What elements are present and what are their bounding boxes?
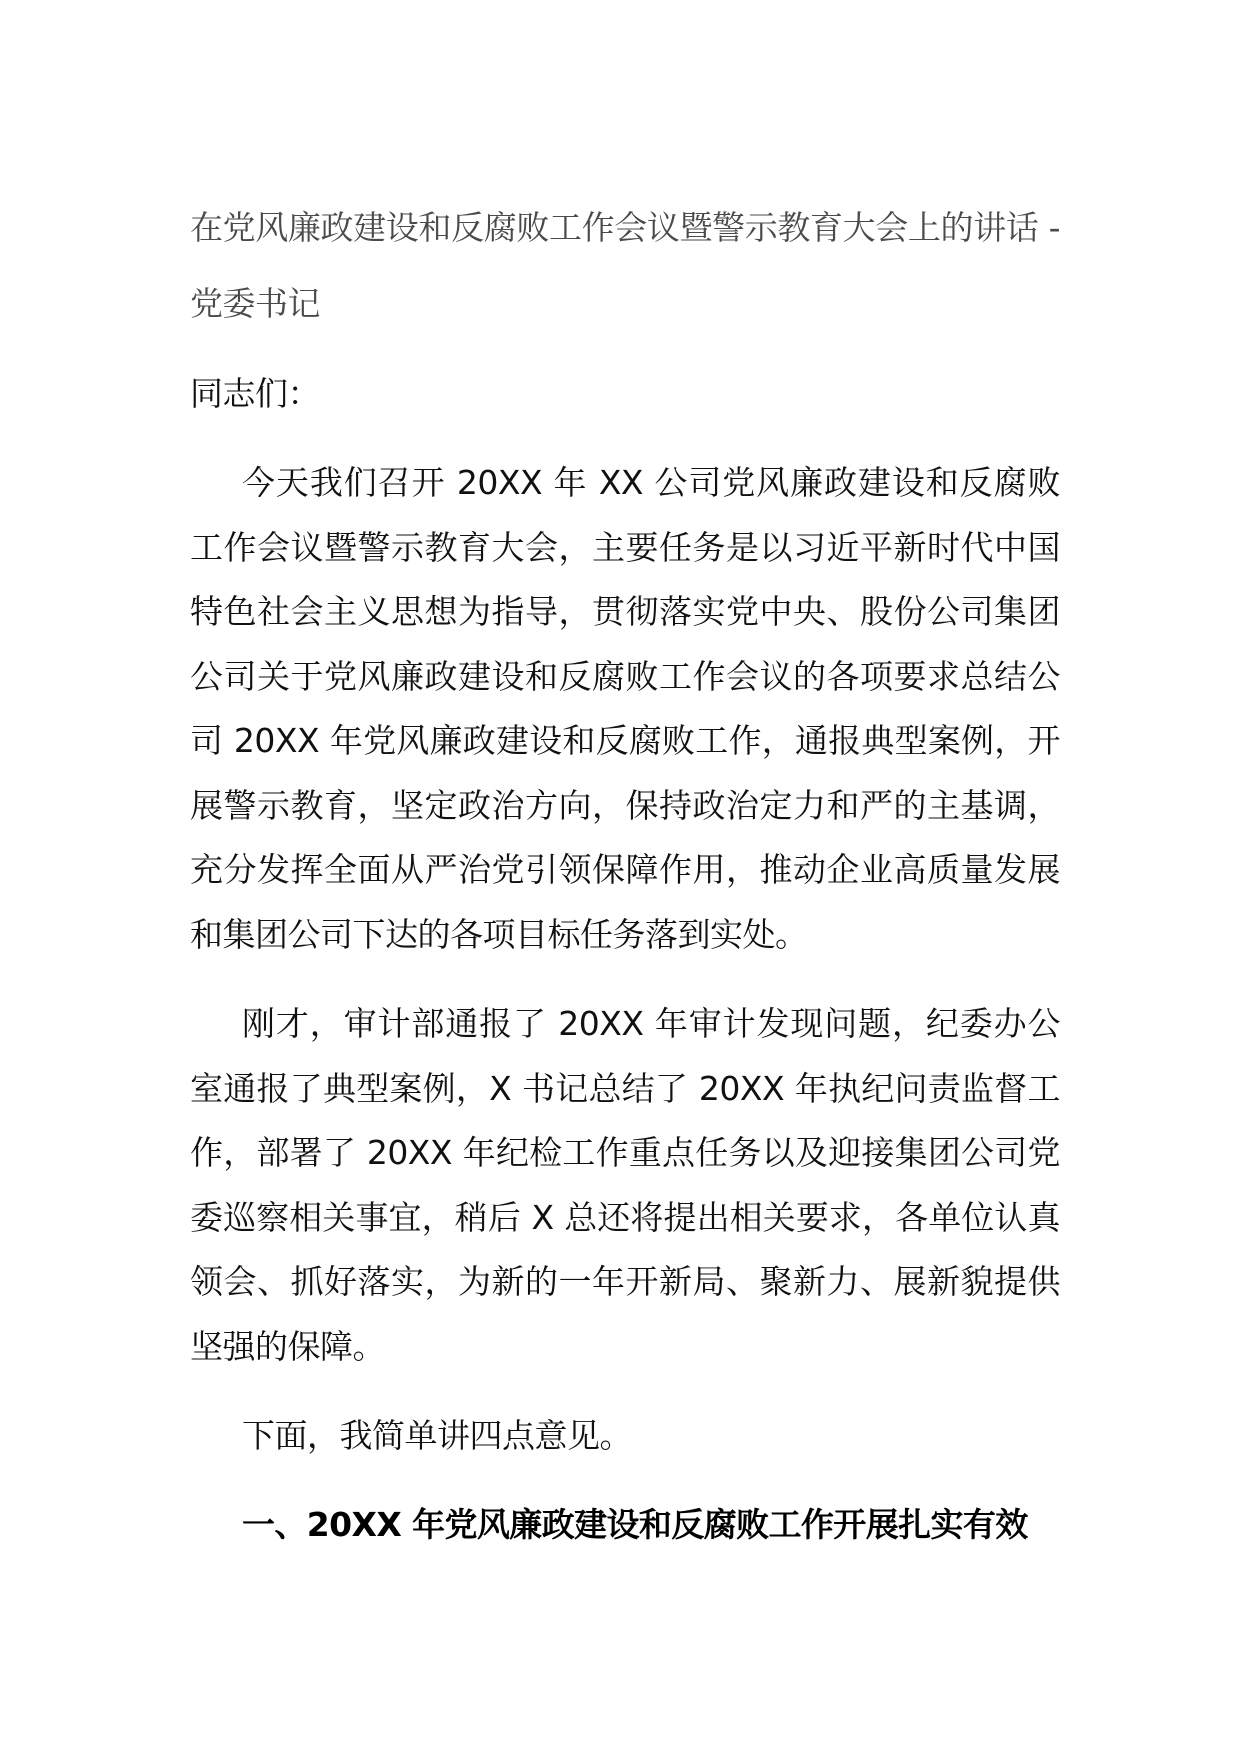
salutation: 同志们： bbox=[190, 374, 320, 413]
paragraph-summary: 刚才，审计部通报了 20XX 年审计发现问题，纪委办公室通报了典型案例，X 书记总结了 20XX 年执纪问责监督工作，部署了 20XX 年纪检工作重点任务以及迎接集团公司党委巡察相关事宜，稍后 X 总还将提出相关要求，各单位认真领会、抓好落实，为新的一年开新局、聚新力、展新貌提供坚强的保障。 bbox=[190, 1004, 1060, 1366]
document-title: 在党风廉政建设和反腐败工作会议暨警示教育大会上的讲话 -党委书记 bbox=[190, 208, 1060, 323]
document-body bbox=[190, 190, 1060, 1557]
section-heading: 一、20XX 年党风廉政建设和反腐败工作开展扎实有效 bbox=[242, 1504, 1028, 1544]
paragraph-transition: 下面，我简单讲四点意见。 bbox=[242, 1416, 632, 1455]
paragraph-opening: 今天我们召开 20XX 年 XX 公司党风廉政建设和反腐败工作会议暨警示教育大会，主要任务是以习近平新时代中国特色社会主义思想为指导，贯彻落实党中央、股份公司集团公司关于党风廉政建设和反腐败工作会议的各项要求总结公司 20XX 年党风廉政建设和反腐败工作，通报典型案例，开展警示教育，坚定政治方向，保持政治定力和严的主基调，充分发挥全面从严治党引领保障作用，推动企业高质量发展和集团公司下达的各项目标任务落到实处。 bbox=[190, 463, 1060, 954]
